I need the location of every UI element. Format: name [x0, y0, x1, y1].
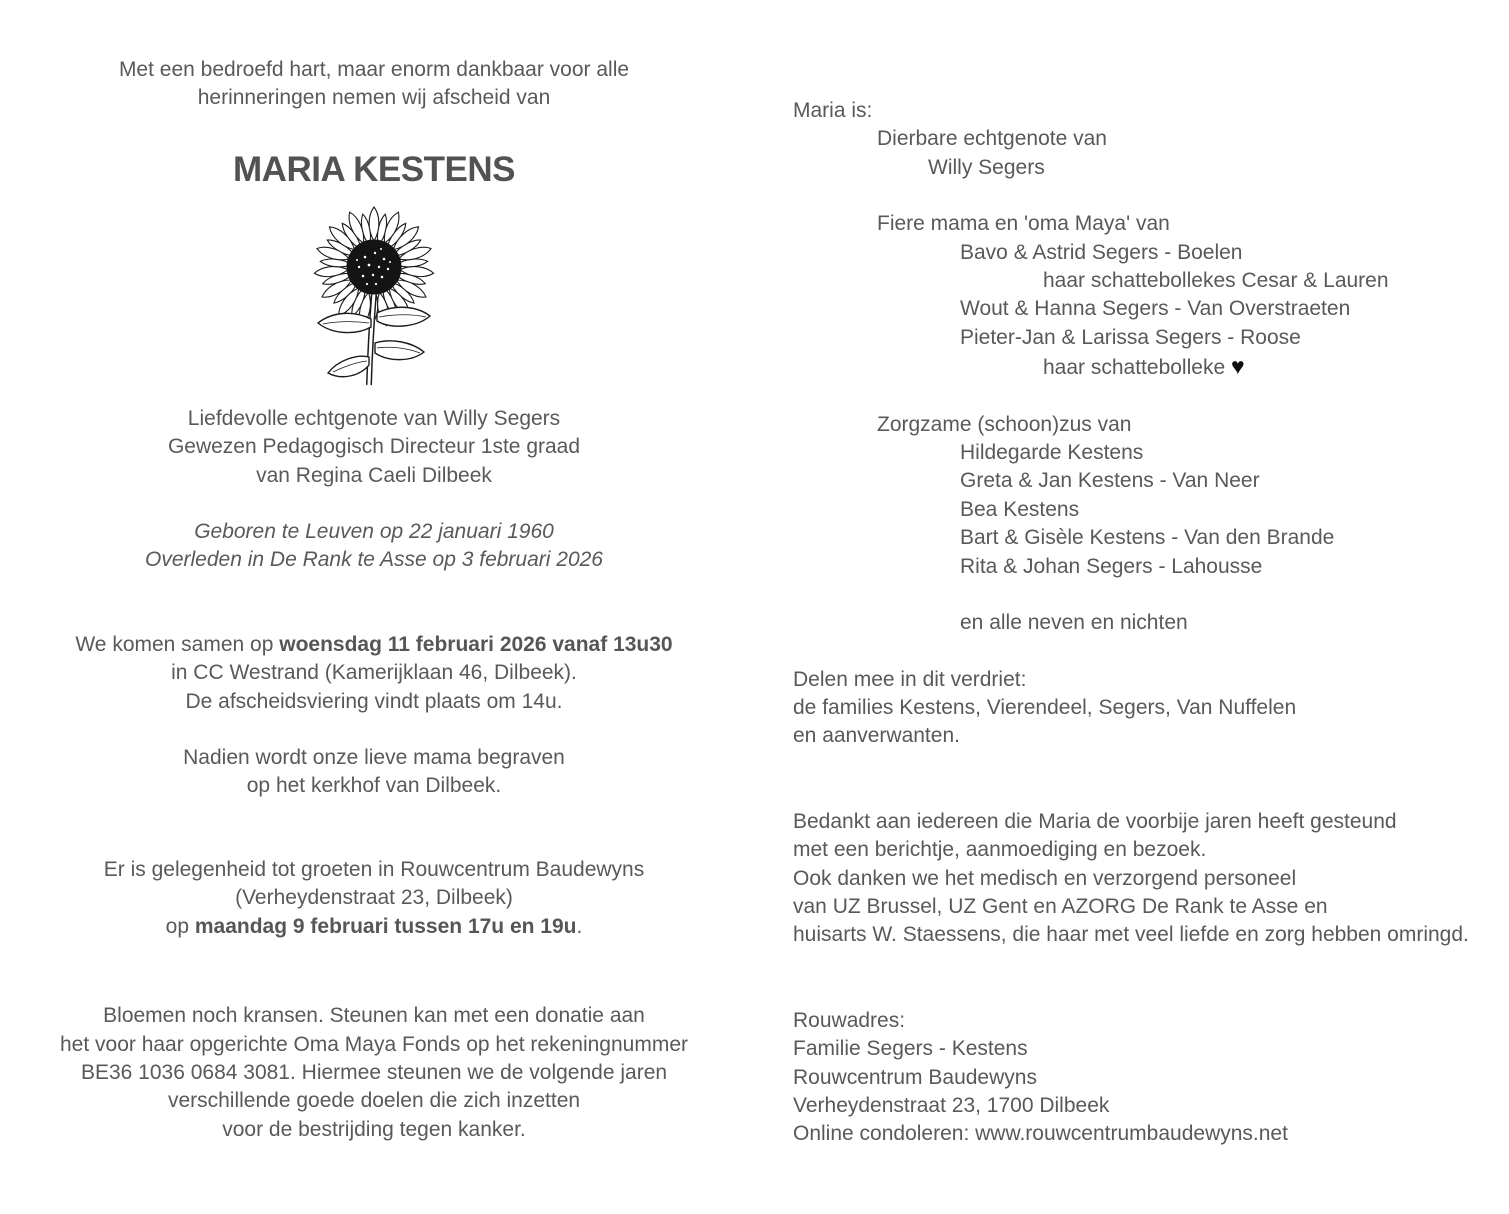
- deceased-name: MARIA KESTENS: [233, 149, 515, 189]
- thanks-line: Ook danken we het medisch en verzorgend personeel: [793, 866, 1297, 890]
- spouse-name: Willy Segers: [928, 155, 1045, 179]
- donation-line: Bloemen noch kransen. Steunen kan met een donatie aan: [103, 1004, 645, 1028]
- visitation-address-line: (Verheydenstraat 23, Dilbeek): [235, 886, 513, 910]
- donation-line: het voor haar opgerichte Oma Maya Fonds op het rekeningnummer: [59, 1032, 688, 1056]
- mama-label: Fiere mama en 'oma Maya' van: [877, 212, 1170, 236]
- grandchild-line: haar schattebolleke ♥: [1043, 353, 1245, 380]
- mourning-address-line: Familie Segers - Kestens: [793, 1037, 1028, 1061]
- grieving-line: Delen mee in dit verdriet:: [793, 667, 1027, 691]
- burial-line: op het kerkhof van Dilbeek.: [246, 774, 502, 798]
- birth-date-line: Geboren te Leuven op 22 januari 1960: [194, 520, 554, 544]
- right-column: [793, 0, 1499, 1149]
- relation-line: Liefdevolle echtgenote van Willy Segers: [187, 406, 561, 430]
- child-line: Wout & Hanna Segers - Van Overstraeten: [960, 297, 1351, 321]
- thanks-line: van UZ Brussel, UZ Gent en AZORG De Rank te Asse en: [793, 894, 1328, 918]
- online-condolence-line: Online condoleren: www.rouwcentrumbaudewyns.net: [793, 1122, 1288, 1146]
- ceremony-date-line: We komen samen op woensdag 11 februari 2026 vanaf 13u30: [75, 632, 673, 656]
- relation-text: [2, 405, 746, 490]
- child-line: Pieter-Jan & Larissa Segers - Roose: [960, 325, 1301, 349]
- mourning-address-label: Rouwadres:: [793, 1008, 906, 1032]
- visitation-location-line: Er is gelegenheid tot groeten in Rouwcentrum Baudewyns: [103, 857, 645, 881]
- nephews-line-wrap: [793, 609, 1499, 637]
- intro-line: Met een bedroefd hart, maar enorm dankbaar voor alle: [118, 58, 630, 81]
- grieving-line: en aanverwanten.: [793, 724, 960, 748]
- sibling-line: Hildegarde Kestens: [960, 441, 1144, 465]
- sibling-line: Rita & Johan Segers - Lahousse: [960, 554, 1263, 578]
- mourning-address-section: [793, 1007, 1499, 1149]
- spouse-section: [793, 97, 1499, 182]
- visitation-info: [2, 856, 746, 941]
- ceremony-info: [2, 631, 746, 716]
- relation-line: Gewezen Pedagogisch Directeur 1ste graad: [167, 435, 581, 459]
- sunflower-image: [2, 205, 746, 390]
- thanks-line: met een berichtje, aanmoediging en bezoek.: [793, 838, 1207, 862]
- maria-is-label: Maria is:: [793, 99, 873, 122]
- birth-death-dates: [2, 518, 746, 575]
- child-line: Bavo & Astrid Segers - Boelen: [960, 240, 1243, 264]
- donation-info: [2, 1002, 746, 1144]
- grieving-line: de families Kestens, Vierendeel, Segers, Van Nuffelen: [793, 695, 1297, 719]
- heart-icon: ♥: [1230, 353, 1245, 380]
- intro-line: herinneringen nemen wij afscheid van: [197, 86, 551, 110]
- nephews-line: en alle neven en nichten: [960, 611, 1188, 635]
- donation-line: voor de bestrijding tegen kanker.: [222, 1117, 526, 1141]
- visitation-time-line: op maandag 9 februari tussen 17u en 19u.: [165, 914, 583, 938]
- relation-line: van Regina Caeli Dilbeek: [256, 463, 492, 487]
- thanks-section: [793, 808, 1499, 950]
- mourning-address-line: Verheydenstraat 23, 1700 Dilbeek: [793, 1093, 1110, 1117]
- burial-info: [2, 744, 746, 801]
- mourning-address-line: Rouwcentrum Baudewyns: [793, 1065, 1037, 1089]
- left-column: [2, 0, 746, 1144]
- ceremony-location-line: in CC Westrand (Kamerijklaan 46, Dilbeek).: [171, 661, 577, 685]
- death-date-line: Overleden in De Rank te Asse op 3 februari 2026: [145, 548, 603, 572]
- intro-text: [2, 0, 746, 113]
- sibling-line: Bart & Gisèle Kestens - Van den Brande: [960, 526, 1335, 550]
- donation-account-line: BE36 1036 0684 3081. Hiermee steunen we de volgende jaren: [80, 1060, 668, 1084]
- spouse-label: Dierbare echtgenote van: [877, 127, 1107, 151]
- grandchildren-line: haar schattebollekes Cesar & Lauren: [1043, 269, 1389, 293]
- thanks-line: Bedankt aan iedereen die Maria de voorbije jaren heeft gesteund: [793, 809, 1397, 833]
- burial-line: Nadien wordt onze lieve mama begraven: [183, 746, 565, 770]
- ceremony-time-line: De afscheidsviering vindt plaats om 14u.: [185, 689, 563, 713]
- grieving-families-section: [793, 666, 1499, 751]
- sibling-line: Greta & Jan Kestens - Van Neer: [960, 469, 1260, 493]
- siblings-section: [793, 411, 1499, 581]
- sunflower-icon: [289, 205, 459, 390]
- ceremony-date-bold: woensdag 11 februari 2026 vanaf 13u30: [279, 632, 673, 656]
- donation-line: verschillende goede doelen die zich inzetten: [167, 1089, 581, 1113]
- sibling-line: Bea Kestens: [960, 497, 1080, 521]
- siblings-label: Zorgzame (schoon)zus van: [877, 412, 1132, 436]
- thanks-line: huisarts W. Staessens, die haar met veel liefde en zorg hebben omringd.: [793, 923, 1469, 947]
- visitation-time-bold: maandag 9 februari tussen 17u en 19u: [194, 914, 577, 938]
- children-section: [793, 210, 1499, 382]
